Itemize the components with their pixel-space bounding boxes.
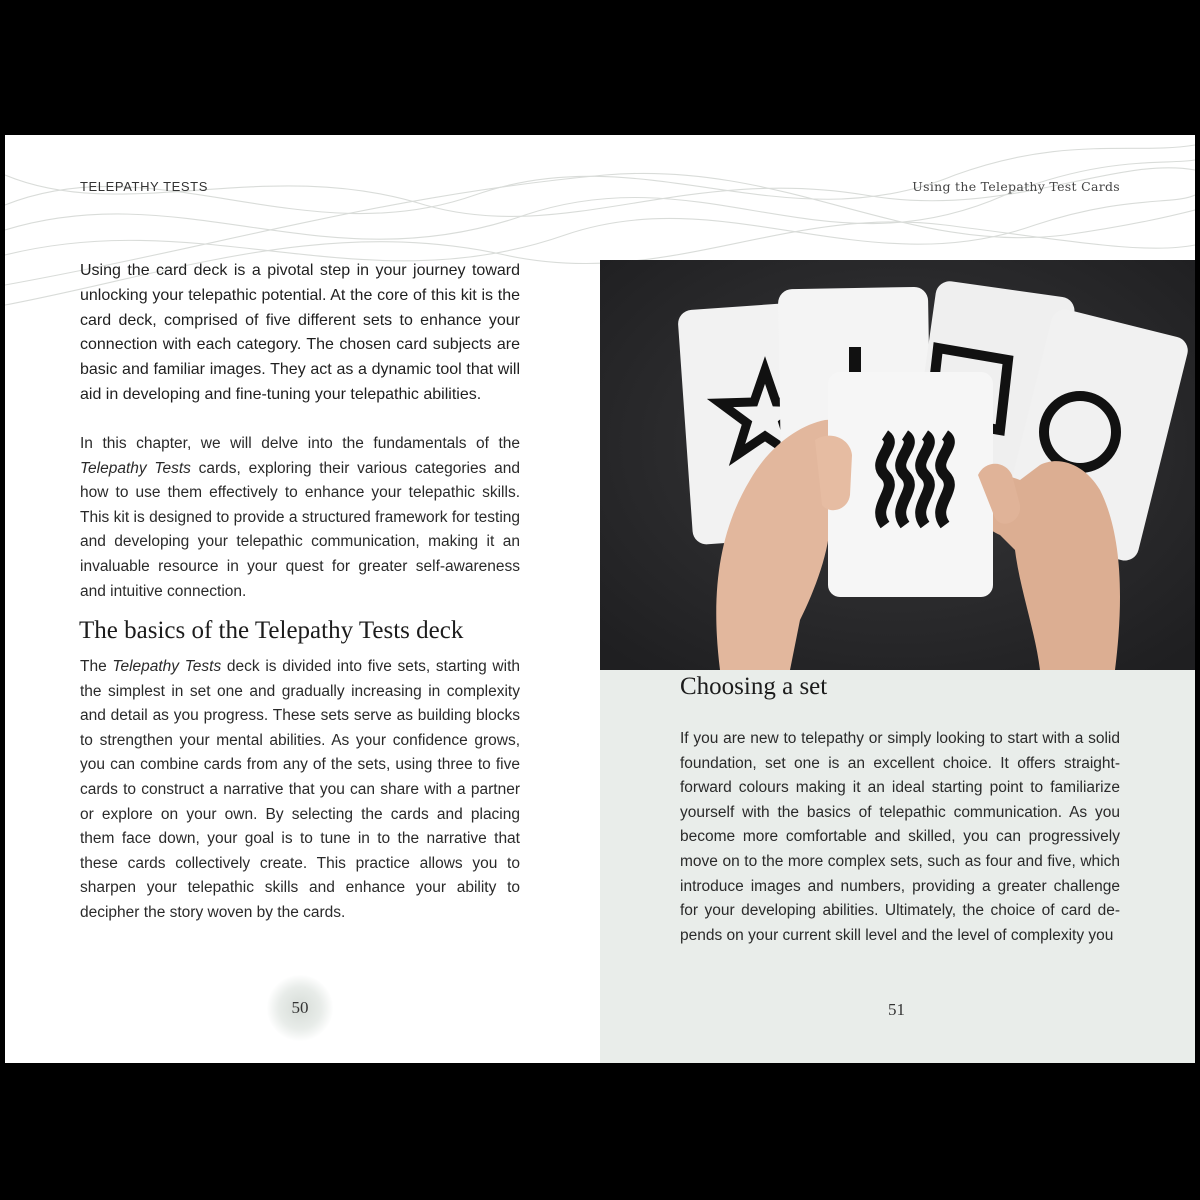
- page-number-left: 50: [267, 975, 333, 1041]
- cards-photo: [600, 260, 1195, 670]
- section-heading-choosing: Choosing a set: [680, 673, 828, 700]
- running-head-left: TELEPATHY TESTS: [80, 179, 208, 194]
- book-spread: [5, 135, 1195, 1063]
- italic-title: Telepathy Tests: [80, 459, 191, 477]
- choosing-paragraph: If you are new to telepathy or simply looking to start with a solid foundation, set one is an excellent choice. It offers straight-forward colours making it an ideal starting point to familiarize yourself with the basics of telepathic communication. As you become more comfortable and skilled, you can progressively move on to the more complex sets, such as four and five, which introduce images and numbers, providing a greater challenge for your developing abilities. Ultimately, the choice of card de-pends on your current skill level and the level of complexity you: [680, 730, 1120, 944]
- section-heading-basics: The basics of the Telepathy Tests deck: [79, 617, 464, 644]
- intro-paragraph: Using the card deck is a pivotal step in your journey toward unlocking your telepathic potential. At the core of this kit is the card deck, comprised of five different sets to enhance your connection with each category. The chosen card subjects are basic and familiar images. They act as a dynamic tool that will aid in developing and fine-tuning your telepathic abilities.: [80, 262, 520, 403]
- card-waves: [828, 372, 993, 597]
- chapter-paragraph: In this chapter, we will delve into the fundamentals of the Telepathy Tests cards, exploring their various categories and how to use them effectively to enhance your telepathic skills. This kit is designed to provide a structured framework for testing and developing your telepathic communication, making it an invaluable resource in your quest for greater self-awareness and intuitive connection.: [80, 435, 520, 600]
- italic-title: Telepathy Tests: [112, 658, 222, 675]
- page-number-right: 51: [888, 1000, 905, 1019]
- basics-paragraph: The Telepathy Tests deck is divided into five sets, starting with the simplest in set one and gradually increasing in complexity and detail as you progress. These sets serve as building blocks to strengthen your mental abilities. As your confidence grows, you can combine cards from any of the sets, using three to five cards to construct a narrative that you can share with a partner or explore on your own. By selecting the cards and placing them face down, your goal is to tune in to the narrative that these cards collectively create. This practice allows you to sharpen your telepathic skills and enhance your ability to decipher the story woven by the cards.: [80, 658, 520, 921]
- running-head-right: Using the Telepathy Test Cards: [912, 179, 1120, 194]
